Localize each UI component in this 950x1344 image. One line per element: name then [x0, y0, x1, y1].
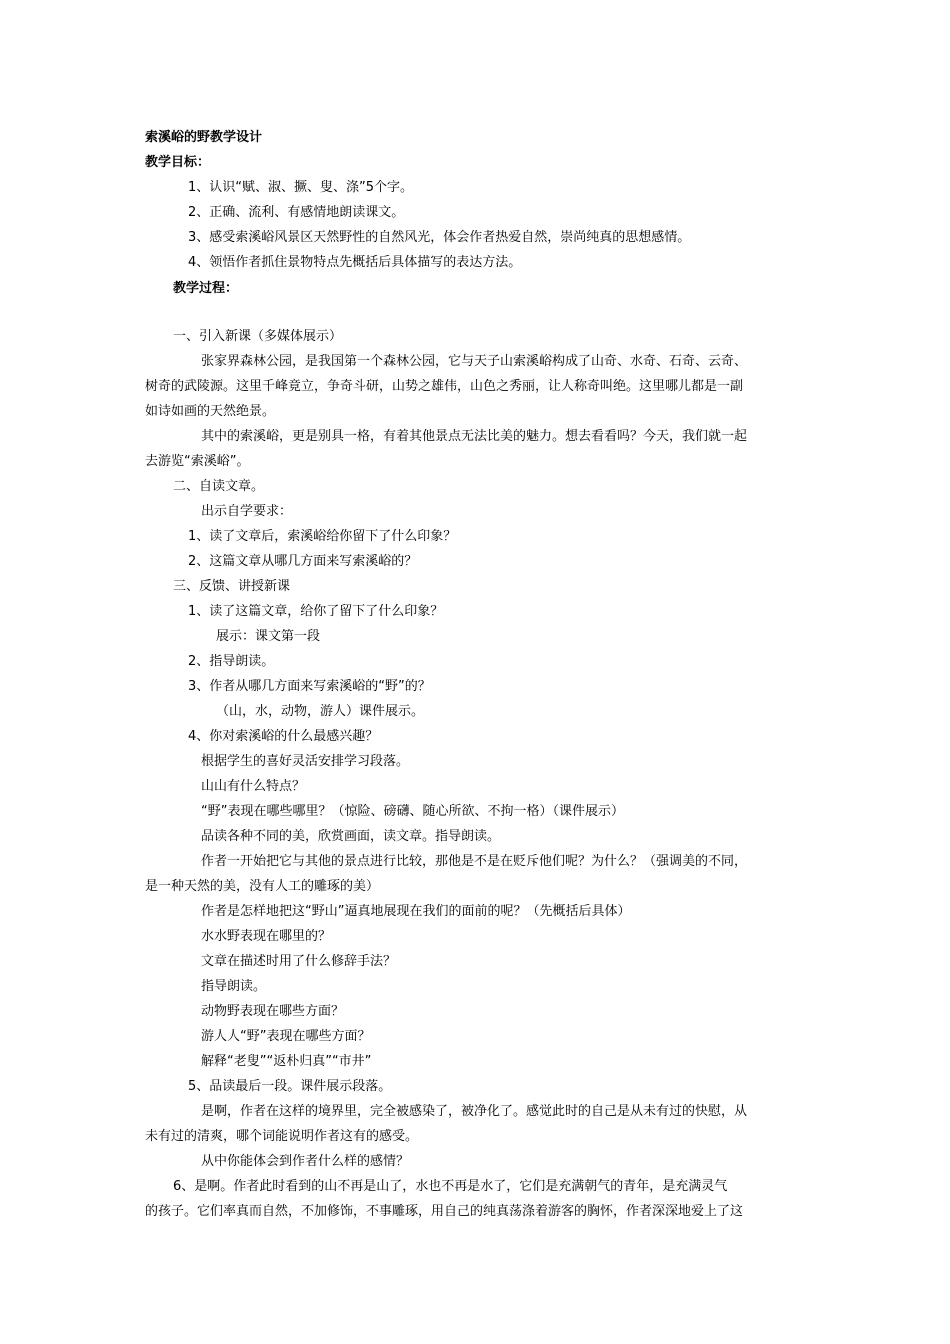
body-line: 作者一开始把它与其他的景点进行比较，那他是不是在贬斥他们呢？为什么？（强调美的不同，	[201, 854, 748, 869]
list-line: 2、这篇文章从哪几方面来写索溪峪的？	[188, 554, 418, 569]
body-line: 树奇的武陵源。这里千峰竟立，争奇斗研，山势之雄伟，山色之秀丽，让人称奇叫绝。这里哪儿都是一副	[145, 379, 744, 394]
body-line: 动物野表现在哪些方面？	[201, 1004, 345, 1019]
body-line: 展示：课文第一段	[216, 629, 321, 644]
body-line: 其中的索溪峪，更是别具一格，有着其他景点无法比美的魅力。想去看看吗？今天，我们就一起	[201, 429, 748, 444]
doc-title: 索溪峪的野教学设计	[145, 130, 263, 145]
body-line: 如诗如画的天然绝景。	[145, 404, 276, 419]
body-line: 水水野表现在哪里的？	[201, 929, 332, 944]
list-line: 6、是啊。作者此时看到的山不再是山了，水也不再是水了，它们是充满朝气的青年，是充满灵气	[173, 1179, 728, 1194]
body-line: （山，水，动物，游人）课件展示。	[216, 704, 425, 719]
section-heading: 二、自读文章。	[173, 479, 265, 494]
process-heading: 教学过程：	[173, 281, 239, 296]
body-line: 是一种天然的美，没有人工的雕琢的美）	[145, 879, 380, 894]
list-line: 4、你对索溪峪的什么最感兴趣？	[188, 729, 379, 744]
body-line: 是啊，作者在这样的境界里，完全被感染了，被净化了。感觉此时的自己是从未有过的快慰，从	[201, 1104, 748, 1119]
section-heading: 三、反馈、讲授新课	[173, 579, 291, 594]
body-line: 出示自学要求：	[201, 504, 293, 519]
list-line: 3、作者从哪几方面来写索溪峪的“野”的？	[188, 679, 431, 694]
body-line: 游人人“野”表现在哪些方面？	[201, 1029, 371, 1044]
goal-line: 4、领悟作者抓住景物特点先概括后具体描写的表达方法。	[188, 255, 522, 270]
goal-line: 2、正确、流利、有感情地朗读课文。	[188, 205, 405, 220]
body-line: 根据学生的喜好灵活安排学习段落。	[201, 754, 410, 769]
body-line: 去游览“索溪峪”。	[145, 454, 250, 469]
body-line: 解释“老叟”“返朴归真”“市井”	[201, 1054, 372, 1069]
body-line: 指导朗读。	[201, 979, 267, 994]
body-line: 品读各种不同的美，欣赏画面，读文章。指导朗读。	[201, 829, 501, 844]
goals-heading: 教学目标：	[145, 155, 211, 170]
body-line: 山山有什么特点？	[201, 779, 306, 794]
body-line: 从中你能体会到作者什么样的感情？	[201, 1154, 410, 1169]
goal-line: 1、认识“赋、淑、撅、叟、涤”5个字。	[188, 180, 414, 195]
body-line: 张家界森林公园，是我国第一个森林公园，它与天子山索溪峪构成了山奇、水奇、石奇、云奇、	[201, 354, 748, 369]
body-line: 未有过的清爽，哪个词能说明作者这有的感受。	[145, 1129, 419, 1144]
body-line: 的孩子。它们率真而自然，不加修饰，不事雕琢，用自己的纯真荡涤着游客的胸怀，作者深深地爱上了这	[145, 1204, 744, 1219]
list-line: 2、指导朗读。	[188, 654, 275, 669]
section-heading: 一、引入新课（多媒体展示）	[173, 329, 343, 344]
body-line: “野”表现在哪些哪里？（惊险、磅礴、随心所欲、不拘一格）（课件展示）	[201, 804, 624, 819]
list-line: 5、品读最后一段。课件展示段落。	[188, 1079, 392, 1094]
goal-line: 3、感受索溪峪风景区天然野性的自然风光，体会作者热爱自然，崇尚纯真的思想感情。	[188, 230, 691, 245]
body-line: 作者是怎样地把这“野山”逼真地展现在我们的面前的呢？（先概括后具体）	[201, 904, 631, 919]
body-line: 文章在描述时用了什么修辞手法？	[201, 954, 397, 969]
list-line: 1、读了这篇文章，给你了留下了什么印象？	[188, 604, 444, 619]
list-line: 1、读了文章后，索溪峪给你留下了什么印象？	[188, 529, 457, 544]
